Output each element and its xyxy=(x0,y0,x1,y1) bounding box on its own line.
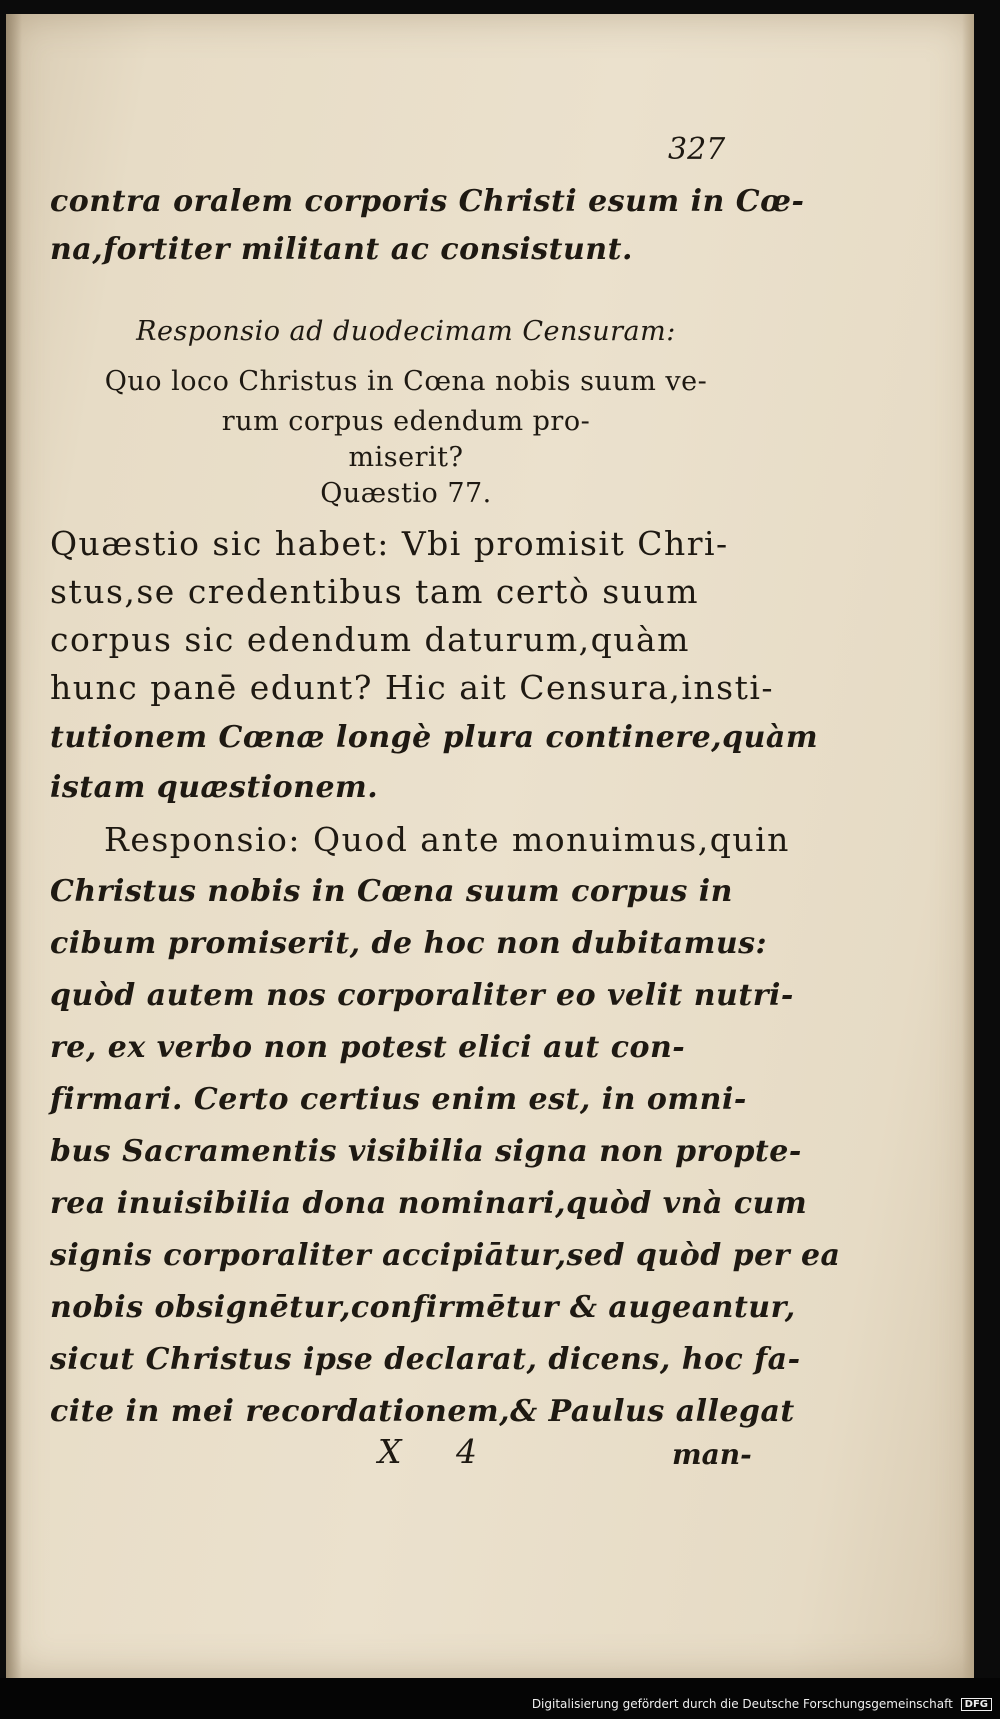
credit-text: Digitalisierung gefördert durch die Deutsche Forschungsgemeinschaft xyxy=(531,1697,953,1711)
question-number: Quæstio 77. xyxy=(320,478,492,509)
text-line: istam quæstionem. xyxy=(50,770,379,805)
text-line: signis corporaliter accipiātur,sed quòd per ea xyxy=(50,1238,841,1273)
book-page xyxy=(6,14,974,1678)
text-line: hunc panē edunt? Hic ait Censura,insti- xyxy=(50,668,775,707)
page-gutter-shadow xyxy=(6,14,22,1678)
question-title-line: Quo loco Christus in Cœna nobis suum ve- xyxy=(104,366,708,397)
catchword: man- xyxy=(672,1438,752,1471)
text-line: stus,se credentibus tam certò suum xyxy=(50,572,699,611)
text-line: rea inuisibilia dona nominari,quòd vnà cum xyxy=(50,1186,808,1221)
signature-mark: X 4 xyxy=(378,1432,499,1471)
text-line: quòd autem nos corporaliter eo velit nutri- xyxy=(50,978,794,1013)
text-line: Quæstio sic habet: Vbi promisit Chri- xyxy=(50,524,729,563)
text-line: cite in mei recordationem,& Paulus allegat xyxy=(50,1394,795,1429)
text-line: na,fortiter militant ac consistunt. xyxy=(50,232,633,267)
dfg-logo: DFG xyxy=(961,1698,992,1711)
question-title-line: miserit? xyxy=(348,442,464,473)
text-line: bus Sacramentis visibilia signa non propte- xyxy=(50,1134,802,1169)
text-line: corpus sic edendum daturum,quàm xyxy=(50,620,690,659)
text-line: cibum promiserit, de hoc non dubitamus: xyxy=(50,926,768,961)
text-line: nobis obsignētur,confirmētur & augeantur, xyxy=(50,1290,796,1325)
footer-bar xyxy=(0,1678,1000,1719)
text-line: re, ex verbo non potest elici aut con- xyxy=(50,1030,686,1065)
digitization-credit xyxy=(532,1697,992,1711)
section-heading: Responsio ad duodecimam Censuram: xyxy=(136,316,676,347)
text-line: Responsio: Quod ante monuimus,quin xyxy=(104,820,790,859)
text-line: tutionem Cœnæ longè plura continere,quàm xyxy=(50,720,819,755)
page-edge-shadow xyxy=(962,14,974,1678)
text-line: Christus nobis in Cœna suum corpus in xyxy=(50,874,733,909)
question-title-line: rum corpus edendum pro- xyxy=(221,406,591,437)
text-line: contra oralem corporis Christi esum in Cœ- xyxy=(50,184,805,219)
text-line: firmari. Certo certius enim est, in omni- xyxy=(50,1082,747,1117)
page-number: 327 xyxy=(668,132,726,167)
text-line: sicut Christus ipse declarat, dicens, hoc fa- xyxy=(50,1342,801,1377)
